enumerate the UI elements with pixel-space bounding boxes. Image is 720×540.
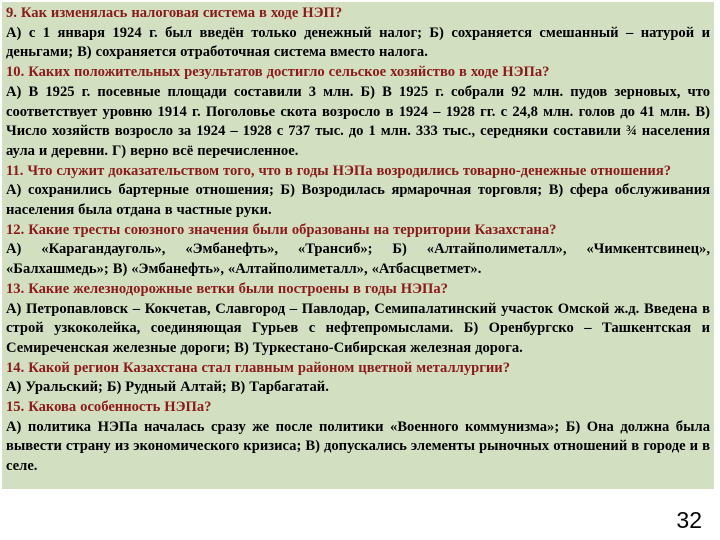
answer-10: А) В 1925 г. посевные площади составили 3 млн. Б) В 1925 г. собрали 92 млн. пудов зерновых, что соответствует уровню 1914 г. Поголовье скота возросло в 1924 – 1928 гг. с 24,8 млн. голов до 41 млн. В) Число хозяйств возросло за 1924 – 1928 с 737 тыс. до 1 млн. 333 тыс., середняки составили ¾ населения аула и деревни. Г) верно всё перечисленное. (6, 83, 710, 159)
question-10: 10. Каких положительных результатов достигло сельское хозяйство в ходе НЭПа? (6, 64, 550, 81)
answer-13: А) Петропавловск – Кокчетав, Славгород – Павлодар, Семипалатинский участок Омской ж.д. Введена в строй узкоколейка, соединяющая Гурьев с нефтепромыслами. Б) Оренбургско – Ташкентская и Семиреченская железные дороги; В) Туркестано-Сибирская железная дорога. (6, 300, 710, 356)
answer-9: А) с 1 января 1924 г. был введён только денежный налог; Б) сохраняется смешанный – натурой и деньгами; В) сохраняется отработочная система вместо налога. (6, 24, 710, 61)
question-12: 12. Какие тресты союзного значения были образованы на территории Казахстана? (6, 221, 557, 238)
answer-14: А) Уральский; Б) Рудный Алтай; В) Тарбагатай. (6, 379, 329, 396)
question-15: 15. Какова особенность НЭПа? (6, 399, 212, 416)
question-13: 13. Какие железнодорожные ветки были построены в годы НЭПа? (6, 280, 448, 297)
page-number: 32 (676, 507, 702, 533)
question-9: 9. Как изменялась налоговая система в ходе НЭП? (6, 5, 343, 21)
answer-12: А) «Карагандауголь», «Эмбанефть», «Трансиб»; Б) «Алтайполиметалл», «Чимкентсвинец», «Балхашмедь»; В) «Эмбанефть», «Алтайполиметалл», «Атбасцветмет». (6, 241, 710, 278)
text-box (2, 2, 714, 489)
answer-15: А) политика НЭПа началась сразу же после политики «Военного коммунизма»; Б) Она должна была вывести страну из экономического кризиса; В) допускались элементы рыночных отношений в городе и в селе. (6, 418, 710, 475)
question-11: 11. Что служит доказательством того, что в годы НЭПа возродились товарно-денежные отношения? (6, 162, 672, 179)
question-14: 14. Какой регион Казахстана стал главным районом цветной металлургии? (6, 359, 511, 376)
answer-11: А) сохранились бартерные отношения; Б) Возродилась ярмарочная торговля; В) сфера обслуживания населения была отдана в частные руки. (6, 182, 710, 219)
